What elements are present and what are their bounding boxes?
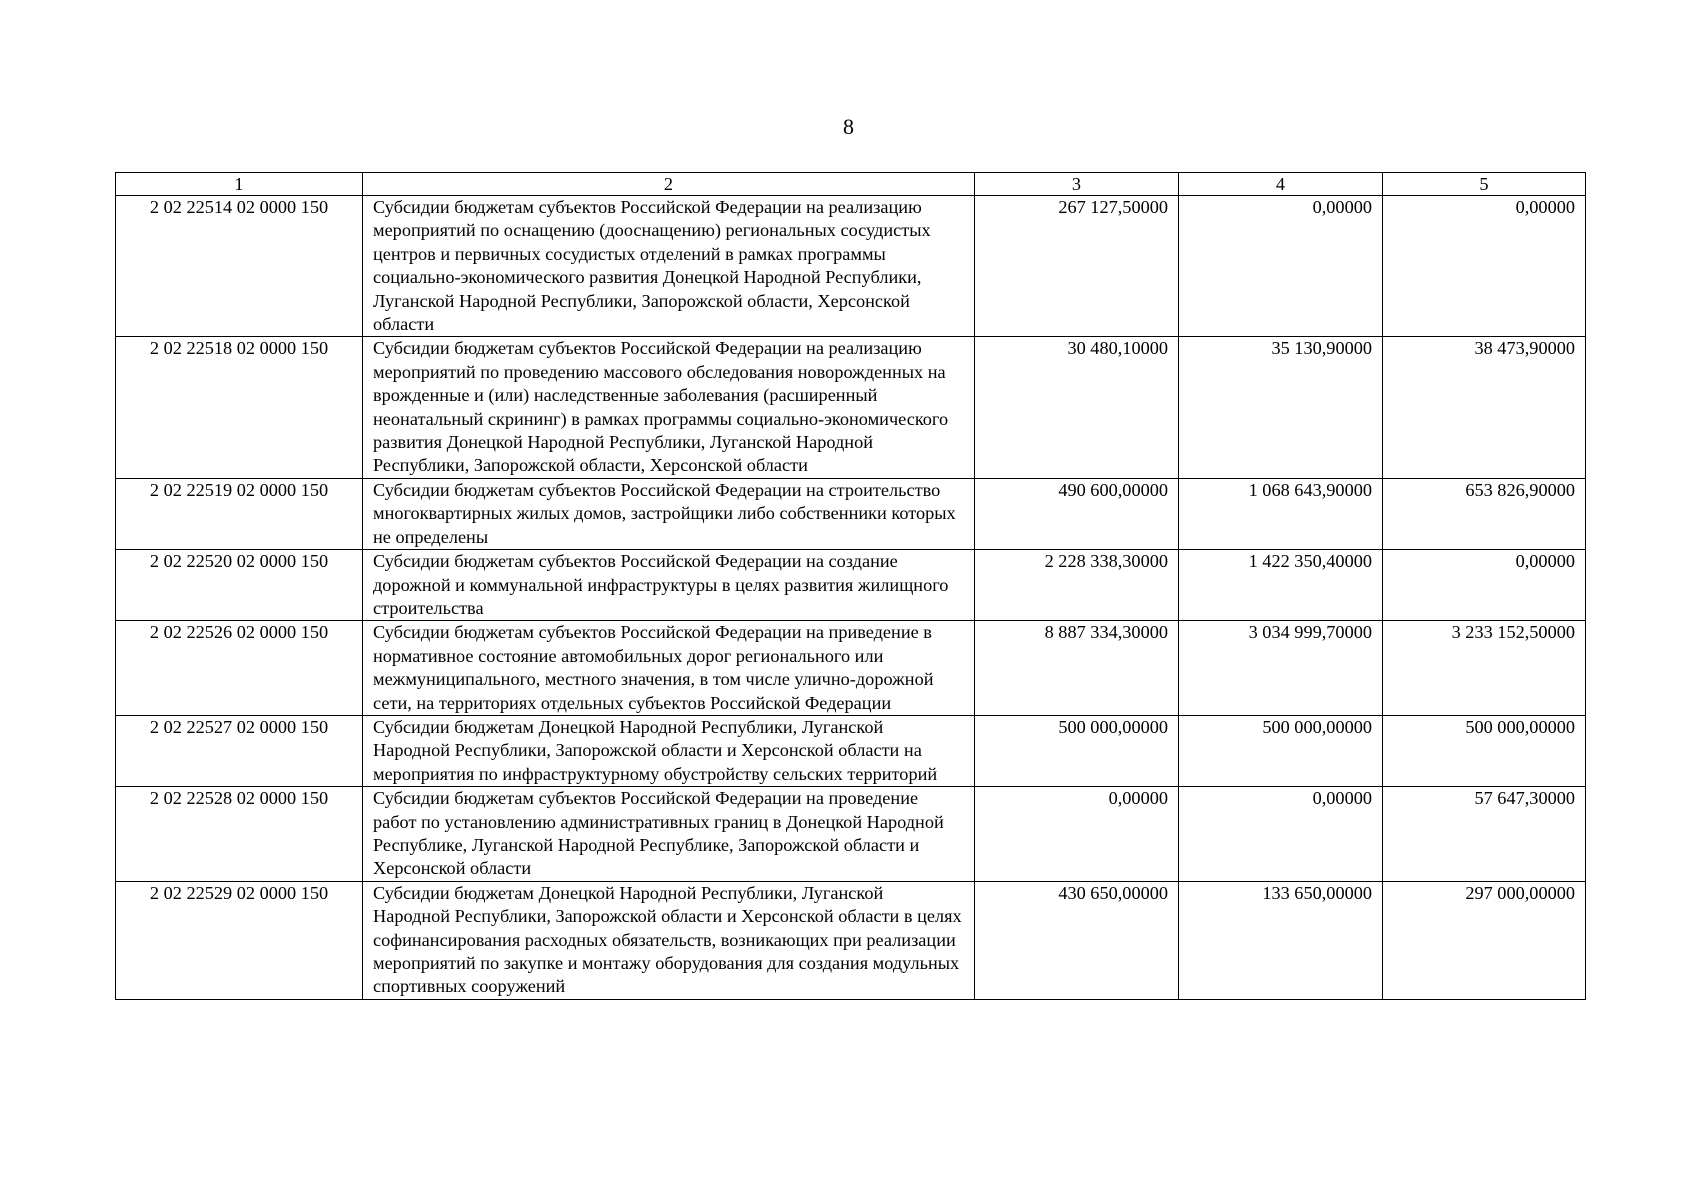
- table-row: [116, 550, 1586, 621]
- header-cell-1: 1: [116, 173, 363, 196]
- row-value-col3: 500 000,00000: [975, 715, 1179, 786]
- row-description: Субсидии бюджетам субъектов Российской Федерации на реализацию мероприятий по оснащению (дооснащению) региональных сосудистых центров и первичных сосудистых отделений в рамках программы социально-экономического развития Донецкой Народной Республики, Луганской Народной Республики, Запорожской области, Херсонской области: [363, 196, 975, 337]
- row-value-col5: 297 000,00000: [1383, 881, 1586, 999]
- row-value-col4: 0,00000: [1179, 787, 1383, 882]
- row-code: 2 02 22519 02 0000 150: [116, 478, 363, 549]
- row-value-col5: 653 826,90000: [1383, 478, 1586, 549]
- row-value-col5: 57 647,30000: [1383, 787, 1586, 882]
- row-code: 2 02 22529 02 0000 150: [116, 881, 363, 999]
- header-cell-3: 3: [975, 173, 1179, 196]
- row-value-col3: 8 887 334,30000: [975, 621, 1179, 716]
- row-code: 2 02 22520 02 0000 150: [116, 550, 363, 621]
- row-code: 2 02 22527 02 0000 150: [116, 715, 363, 786]
- table-row: [116, 787, 1586, 882]
- row-value-col5: 0,00000: [1383, 550, 1586, 621]
- row-value-col4: 1 422 350,40000: [1179, 550, 1383, 621]
- table-row: [116, 337, 1586, 478]
- row-value-col4: 1 068 643,90000: [1179, 478, 1383, 549]
- table-row: [116, 715, 1586, 786]
- header-cell-5: 5: [1383, 173, 1586, 196]
- row-value-col3: 2 228 338,30000: [975, 550, 1179, 621]
- row-value-col3: 0,00000: [975, 787, 1179, 882]
- row-value-col3: 490 600,00000: [975, 478, 1179, 549]
- row-code: 2 02 22526 02 0000 150: [116, 621, 363, 716]
- page-number: 8: [843, 114, 854, 139]
- row-value-col5: 500 000,00000: [1383, 715, 1586, 786]
- table-row: [116, 881, 1586, 999]
- table-row: [116, 196, 1586, 337]
- row-value-col5: 3 233 152,50000: [1383, 621, 1586, 716]
- row-description: Субсидии бюджетам Донецкой Народной Республики, Луганской Народной Республики, Запорожской области и Херсонской области в целях софинансирования расходных обязательств, возникающих при реализации мероприятий по закупке и монтажу оборудования для создания модульных спортивных сооружений: [363, 881, 975, 999]
- row-description: Субсидии бюджетам субъектов Российской Федерации на строительство многоквартирных жилых домов, застройщики либо собственники которых не определены: [363, 478, 975, 549]
- table-row: [116, 621, 1586, 716]
- row-value-col3: 430 650,00000: [975, 881, 1179, 999]
- row-code: 2 02 22528 02 0000 150: [116, 787, 363, 882]
- row-description: Субсидии бюджетам субъектов Российской Федерации на проведение работ по установлению административных границ в Донецкой Народной Республике, Луганской Народной Республике, Запорожской области и Херсонской области: [363, 787, 975, 882]
- row-description: Субсидии бюджетам субъектов Российской Федерации на создание дорожной и коммунальной инфраструктуры в целях развития жилищного строительства: [363, 550, 975, 621]
- row-code: 2 02 22514 02 0000 150: [116, 196, 363, 337]
- row-value-col4: 0,00000: [1179, 196, 1383, 337]
- row-value-col4: 133 650,00000: [1179, 881, 1383, 999]
- row-value-col4: 500 000,00000: [1179, 715, 1383, 786]
- row-description: Субсидии бюджетам субъектов Российской Федерации на реализацию мероприятий по проведению массового обследования новорожденных на врожденные и (или) наследственные заболевания (расширенный неонатальный скрининг) в рамках программы социально-экономического развития Донецкой Народной Республики, Луганской Народной Республики, Запорожской области, Херсонской области: [363, 337, 975, 478]
- row-code: 2 02 22518 02 0000 150: [116, 337, 363, 478]
- row-description: Субсидии бюджетам Донецкой Народной Республики, Луганской Народной Республики, Запорожской области и Херсонской области на мероприятия по инфраструктурному обустройству сельских территорий: [363, 715, 975, 786]
- header-cell-4: 4: [1179, 173, 1383, 196]
- budget-table: [115, 172, 1586, 1000]
- row-value-col4: 35 130,90000: [1179, 337, 1383, 478]
- row-value-col3: 30 480,10000: [975, 337, 1179, 478]
- header-row: [116, 173, 1586, 196]
- row-value-col5: 0,00000: [1383, 196, 1586, 337]
- row-description: Субсидии бюджетам субъектов Российской Федерации на приведение в нормативное состояние автомобильных дорог регионального или межмуниципального, местного значения, в том числе улично-дорожной сети, на территориях отдельных субъектов Российской Федерации: [363, 621, 975, 716]
- row-value-col4: 3 034 999,70000: [1179, 621, 1383, 716]
- table-row: [116, 478, 1586, 549]
- header-cell-2: 2: [363, 173, 975, 196]
- row-value-col3: 267 127,50000: [975, 196, 1179, 337]
- row-value-col5: 38 473,90000: [1383, 337, 1586, 478]
